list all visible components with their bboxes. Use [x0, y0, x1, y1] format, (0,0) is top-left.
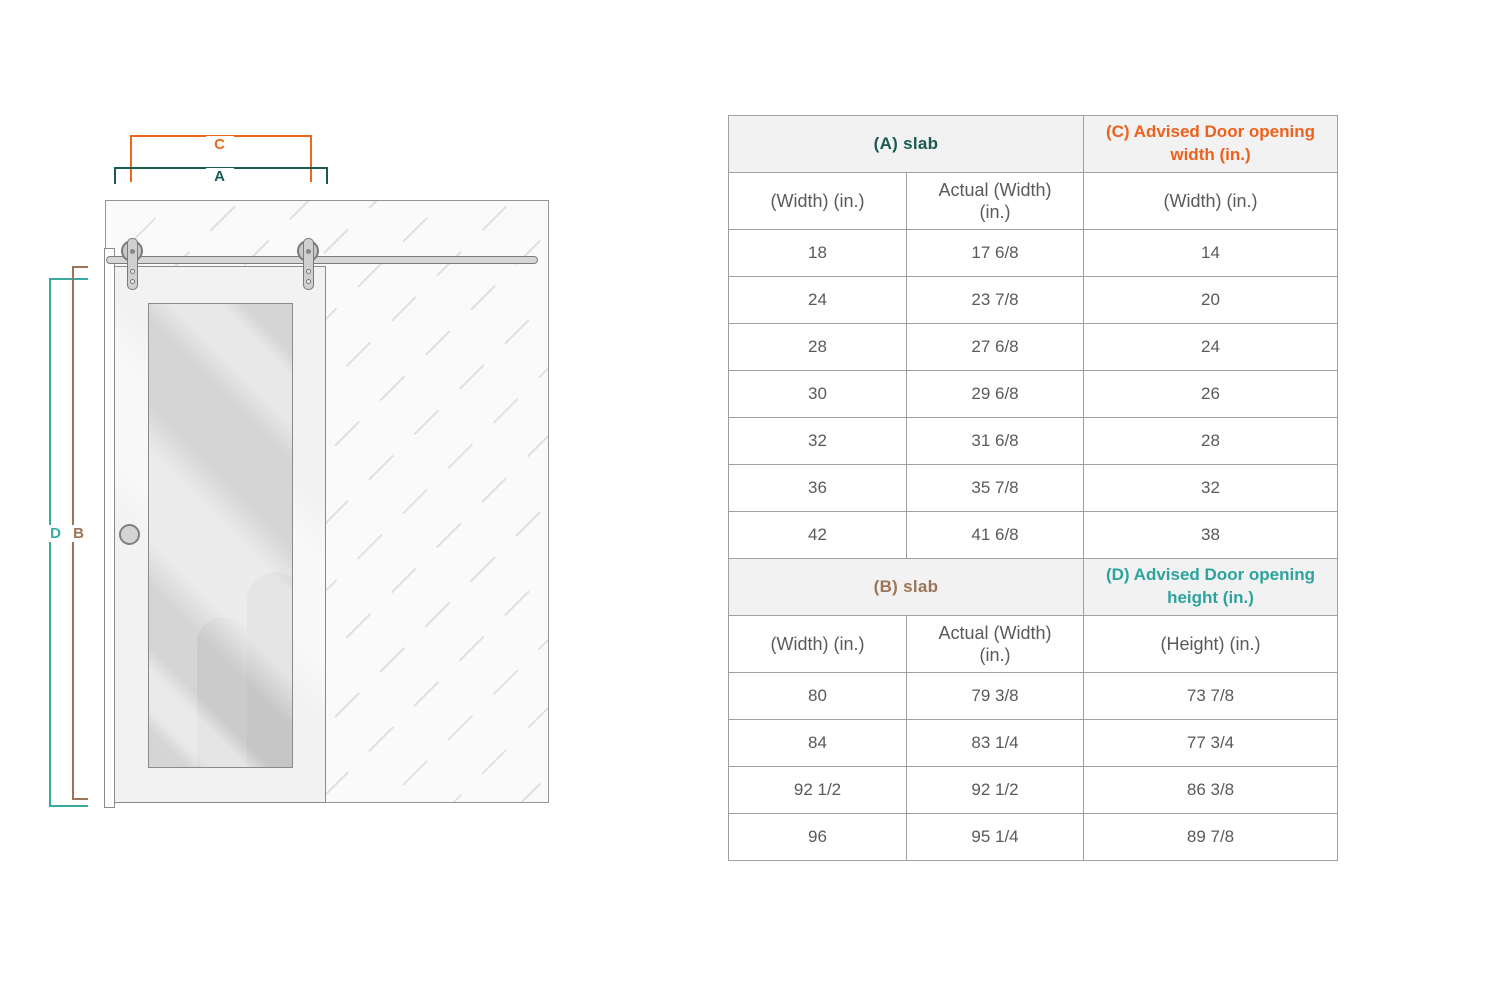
cell-advised: 73 7/8 — [1084, 673, 1338, 720]
glass-reflection-arch — [247, 572, 293, 767]
cell-width: 18 — [729, 230, 907, 277]
cell-advised: 89 7/8 — [1084, 814, 1338, 861]
cell-width: 24 — [729, 277, 907, 324]
table-row — [729, 767, 1338, 814]
col-header-width: (Width) (in.) — [729, 616, 907, 673]
dim-d-tick — [49, 278, 88, 280]
table-row — [729, 720, 1338, 767]
cell-width: 96 — [729, 814, 907, 861]
dim-label-c: C — [206, 136, 234, 153]
col-header-actual: Actual (Width) (in.) — [907, 173, 1084, 230]
table-row — [729, 230, 1338, 277]
dim-c-tick — [130, 135, 132, 182]
cell-actual: 23 7/8 — [907, 277, 1084, 324]
track-rail — [106, 256, 538, 264]
table-row — [729, 465, 1338, 512]
wheel-hub-left — [130, 249, 135, 254]
cell-actual: 27 6/8 — [907, 324, 1084, 371]
dim-c-tick — [310, 135, 312, 182]
cell-actual: 29 6/8 — [907, 371, 1084, 418]
table-row — [729, 418, 1338, 465]
section-b-subheader-row — [729, 616, 1338, 673]
dim-label-d: D — [45, 525, 67, 542]
dim-b-tick — [72, 266, 88, 268]
door-handle — [119, 524, 140, 545]
table-row — [729, 673, 1338, 720]
cell-width: 28 — [729, 324, 907, 371]
section-b-title: (B) slab — [729, 559, 1084, 616]
section-a-header-row — [729, 116, 1338, 173]
cell-actual: 41 6/8 — [907, 512, 1084, 559]
glass-reflection-arch — [197, 617, 249, 767]
advised-width-title: (C) Advised Door opening width (in.) — [1084, 116, 1338, 173]
col-header-advised: (Width) (in.) — [1084, 173, 1338, 230]
cell-actual: 92 1/2 — [907, 767, 1084, 814]
cell-actual: 95 1/4 — [907, 814, 1084, 861]
table-row — [729, 324, 1338, 371]
table-row — [729, 814, 1338, 861]
door-diagram — [0, 0, 700, 1000]
section-a-title: (A) slab — [729, 116, 1084, 173]
cell-advised: 86 3/8 — [1084, 767, 1338, 814]
cell-width: 42 — [729, 512, 907, 559]
cell-width: 84 — [729, 720, 907, 767]
dim-a-tick — [326, 167, 328, 184]
cell-actual: 17 6/8 — [907, 230, 1084, 277]
strap-screw — [306, 269, 311, 274]
cell-advised: 28 — [1084, 418, 1338, 465]
door-slab — [114, 266, 326, 803]
cell-advised: 32 — [1084, 465, 1338, 512]
strap-screw — [130, 269, 135, 274]
glass-panel — [148, 303, 293, 768]
col-header-actual: Actual (Width) (in.) — [907, 616, 1084, 673]
door-size-table — [728, 115, 1338, 861]
advised-height-title: (D) Advised Door opening height (in.) — [1084, 559, 1338, 616]
cell-width: 30 — [729, 371, 907, 418]
table-row — [729, 277, 1338, 324]
cell-actual: 35 7/8 — [907, 465, 1084, 512]
table-row — [729, 512, 1338, 559]
col-header-width: (Width) (in.) — [729, 173, 907, 230]
cell-width: 36 — [729, 465, 907, 512]
dim-a-tick — [114, 167, 116, 184]
cell-advised: 20 — [1084, 277, 1338, 324]
section-a-subheader-row — [729, 173, 1338, 230]
strap-screw — [306, 279, 311, 284]
cell-width: 80 — [729, 673, 907, 720]
dim-d-tick — [49, 805, 88, 807]
strap-screw — [130, 279, 135, 284]
dim-b-tick — [72, 798, 88, 800]
cell-advised: 26 — [1084, 371, 1338, 418]
wheel-hub-right — [306, 249, 311, 254]
cell-advised: 38 — [1084, 512, 1338, 559]
cell-actual: 31 6/8 — [907, 418, 1084, 465]
cell-width: 92 1/2 — [729, 767, 907, 814]
dim-label-a: A — [206, 168, 234, 185]
cell-actual: 83 1/4 — [907, 720, 1084, 767]
cell-advised: 14 — [1084, 230, 1338, 277]
cell-width: 32 — [729, 418, 907, 465]
table-row — [729, 371, 1338, 418]
section-b-header-row — [729, 559, 1338, 616]
dim-label-b: B — [68, 525, 90, 542]
cell-advised: 77 3/4 — [1084, 720, 1338, 767]
cell-actual: 79 3/8 — [907, 673, 1084, 720]
dim-d-line — [49, 278, 51, 807]
cell-advised: 24 — [1084, 324, 1338, 371]
col-header-advised: (Height) (in.) — [1084, 616, 1338, 673]
